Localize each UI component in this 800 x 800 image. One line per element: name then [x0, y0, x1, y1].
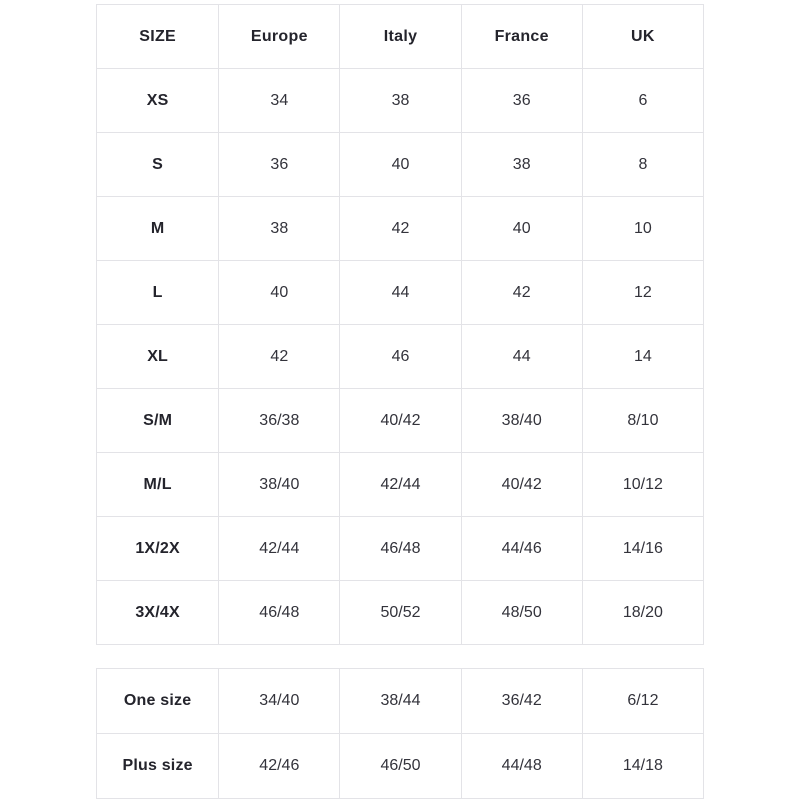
table-row — [97, 581, 704, 645]
table-body — [97, 669, 704, 799]
cell-uk: 6/12 — [582, 669, 703, 734]
cell-italy: 42/44 — [340, 453, 461, 517]
cell-france: 42 — [461, 261, 582, 325]
table-row — [97, 69, 704, 133]
cell-europe: 34 — [219, 69, 340, 133]
table-row — [97, 734, 704, 799]
cell-italy: 46/48 — [340, 517, 461, 581]
cell-europe: 42 — [219, 325, 340, 389]
cell-italy: 38 — [340, 69, 461, 133]
table-row — [97, 517, 704, 581]
table-row — [97, 669, 704, 734]
row-label: S — [97, 133, 219, 197]
table-row — [97, 389, 704, 453]
cell-france: 40 — [461, 197, 582, 261]
table-row — [97, 133, 704, 197]
row-label: One size — [97, 669, 219, 734]
row-label: L — [97, 261, 219, 325]
row-label: XL — [97, 325, 219, 389]
cell-europe: 46/48 — [219, 581, 340, 645]
cell-italy: 40/42 — [340, 389, 461, 453]
size-conversion-table — [96, 4, 704, 645]
cell-italy: 50/52 — [340, 581, 461, 645]
cell-france: 44/46 — [461, 517, 582, 581]
cell-europe: 36 — [219, 133, 340, 197]
cell-italy: 44 — [340, 261, 461, 325]
column-header-italy: Italy — [340, 5, 461, 69]
cell-europe: 40 — [219, 261, 340, 325]
one-size-table-container — [96, 668, 704, 799]
cell-france: 36/42 — [461, 669, 582, 734]
cell-europe: 42/44 — [219, 517, 340, 581]
cell-france: 44/48 — [461, 734, 582, 799]
cell-uk: 14/16 — [582, 517, 703, 581]
cell-italy: 46 — [340, 325, 461, 389]
cell-france: 48/50 — [461, 581, 582, 645]
row-label: XS — [97, 69, 219, 133]
row-label: M — [97, 197, 219, 261]
cell-uk: 10 — [582, 197, 703, 261]
table-head — [97, 5, 704, 69]
cell-italy: 38/44 — [340, 669, 461, 734]
cell-italy: 42 — [340, 197, 461, 261]
cell-uk: 12 — [582, 261, 703, 325]
column-header-size: SIZE — [97, 5, 219, 69]
cell-italy: 46/50 — [340, 734, 461, 799]
cell-uk: 14/18 — [582, 734, 703, 799]
column-header-uk: UK — [582, 5, 703, 69]
cell-france: 40/42 — [461, 453, 582, 517]
cell-uk: 6 — [582, 69, 703, 133]
cell-europe: 38 — [219, 197, 340, 261]
row-label: S/M — [97, 389, 219, 453]
column-header-europe: Europe — [219, 5, 340, 69]
column-header-france: France — [461, 5, 582, 69]
table-header-row — [97, 5, 704, 69]
cell-uk: 8/10 — [582, 389, 703, 453]
cell-europe: 34/40 — [219, 669, 340, 734]
table-row — [97, 453, 704, 517]
cell-europe: 38/40 — [219, 453, 340, 517]
table-row — [97, 261, 704, 325]
size-conversion-table-container — [96, 4, 704, 645]
cell-france: 44 — [461, 325, 582, 389]
table-body — [97, 69, 704, 645]
one-size-table — [96, 668, 704, 799]
cell-uk: 18/20 — [582, 581, 703, 645]
row-label: Plus size — [97, 734, 219, 799]
cell-europe: 42/46 — [219, 734, 340, 799]
cell-uk: 8 — [582, 133, 703, 197]
cell-uk: 14 — [582, 325, 703, 389]
cell-france: 36 — [461, 69, 582, 133]
cell-france: 38/40 — [461, 389, 582, 453]
cell-france: 38 — [461, 133, 582, 197]
row-label: M/L — [97, 453, 219, 517]
cell-uk: 10/12 — [582, 453, 703, 517]
cell-italy: 40 — [340, 133, 461, 197]
row-label: 1X/2X — [97, 517, 219, 581]
cell-europe: 36/38 — [219, 389, 340, 453]
table-row — [97, 197, 704, 261]
table-row — [97, 325, 704, 389]
row-label: 3X/4X — [97, 581, 219, 645]
